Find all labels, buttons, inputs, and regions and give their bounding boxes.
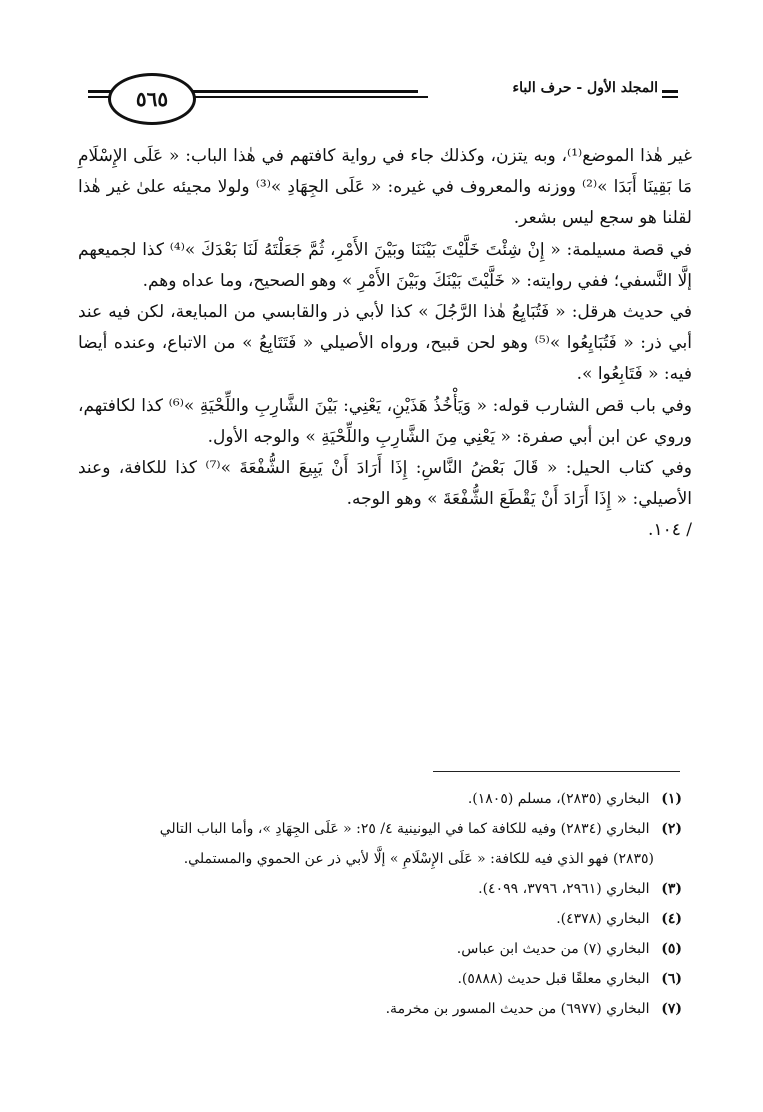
footnote-text: البخاري (٧) من حديث ابن عباس.: [456, 941, 650, 957]
footnote: [78, 964, 682, 994]
paragraph: / ١٠٤.: [648, 520, 692, 541]
footnote-text: البخاري (٤٣٧٨).: [556, 911, 650, 927]
footnote-text: البخاري (٢٨٣٤) وفيه للكافة كما في اليونينية ٤/ ٢٥: « عَلَى الجِهَادِ »، وأما الباب التالي: [159, 821, 650, 837]
footnotes: [78, 784, 682, 1024]
paragraph: غير هٰذا الموضع⁽¹⁾، وبه يتزن، وكذلك جاء في رواية كافتهم في هٰذا الباب: « عَلَى الإِسْلَامِ مَا بَقِينَا أَبَدَا »⁽²⁾ ووزنه والمعروف في غيره: « عَلَى الجِهَادِ »⁽³⁾ ولولا مجيئه علىٰ غير هٰذا لقلنا هو سجع ليس بشعر.: [78, 146, 693, 229]
footnote-number: (٢): [661, 821, 682, 837]
footnote-number: (٧): [661, 1001, 682, 1017]
footnote: [78, 784, 682, 814]
footnote-text: البخاري معلقًا قبل حديث (٥٨٨٨).: [457, 971, 650, 987]
header-rule: [158, 90, 428, 93]
header-rule: [662, 90, 678, 93]
footnote: [78, 814, 682, 844]
footnote-text: البخاري (٢٩٦١، ٣٧٩٦، ٤٠٩٩).: [478, 881, 650, 897]
paragraph: في قصة مسيلمة: « إِنْ شِئْتَ خَلَّيْتَ بَيْنَنَا وبَيْنَ الأَمْرِ، ثُمَّ جَعَلْتَهُ لَنَا بَعْدَكَ »⁽⁴⁾ كذا لجميعهم إلَّا النَّسفي؛ ففي روايته: « خَلَّيْتَ بَيْنَكَ وبَيْنَ الأَمْرِ » وهو الصحيح، وما عداه وهم.: [78, 239, 693, 291]
footnote-number: (٥): [661, 941, 682, 957]
main-text: [78, 141, 692, 547]
footnote-text: البخاري (٢٨٣٥)، مسلم (١٨٠٥).: [467, 791, 650, 807]
paragraph: وفي كتاب الحيل: « قَالَ بَعْضُ النَّاسِ: إِذَا أَرَادَ أَنْ يَبِيعَ الشُّفْعَةَ »⁽⁷⁾ كذا للكافة، وعند الأصيلي: « إِذَا أَرَادَ أَنْ يَقْطَعَ الشُّفْعَةَ » وهو الوجه.: [78, 458, 692, 510]
running-title: المجلد الأول - حرف الباء: [418, 80, 658, 96]
footnote-continuation: (٢٨٣٥) فهو الذي فيه للكافة: « عَلَى الإِسْلَامِ » إلَّا لأبي ذر عن الحموي والمستملي.: [183, 851, 654, 867]
footnote-number: (٦): [661, 971, 682, 987]
footnote: [78, 904, 682, 934]
footnote: [78, 994, 682, 1024]
footnote-separator: [433, 771, 680, 772]
page-number: ٥٦٥: [108, 73, 196, 125]
footnote-number: (١): [661, 791, 682, 807]
footnote-number: (٤): [661, 911, 682, 927]
footnote-number: (٣): [661, 881, 682, 897]
footnote: [78, 934, 682, 964]
footnote-text: البخاري (٦٩٧٧) من حديث المسور بن مخرمة.: [385, 1001, 650, 1017]
header-rule: [662, 96, 678, 98]
paragraph: في حديث هرقل: « فَتُبَايِعُ هٰذا الرَّجُلَ » كذا لأبي ذر والقابسي من المبايعة، لكن فيه عند أبي ذر: « فَتُبَايِعُوا »⁽⁵⁾ وهو لحن قبيح، ورواه الأصيلي « فَتَتَابِعُ » من الاتباع، وعنده أيضا فيه: « فَتَابِعُوا ».: [78, 302, 692, 385]
header-rule: [158, 96, 428, 98]
paragraph: وفي باب قص الشارب قوله: « وَيَأْخُذُ هَذَيْنِ، يَعْنِي: بَيْنَ الشَّارِبِ واللِّحْيَةِ »⁽⁶⁾ كذا لكافتهم، وروي عن ابن أبي صفرة: « يَعْنِي مِنَ الشَّارِبِ واللِّحْيَةِ » والوجه الأول.: [78, 395, 692, 447]
page-header: [88, 72, 678, 126]
footnote: [78, 874, 682, 904]
